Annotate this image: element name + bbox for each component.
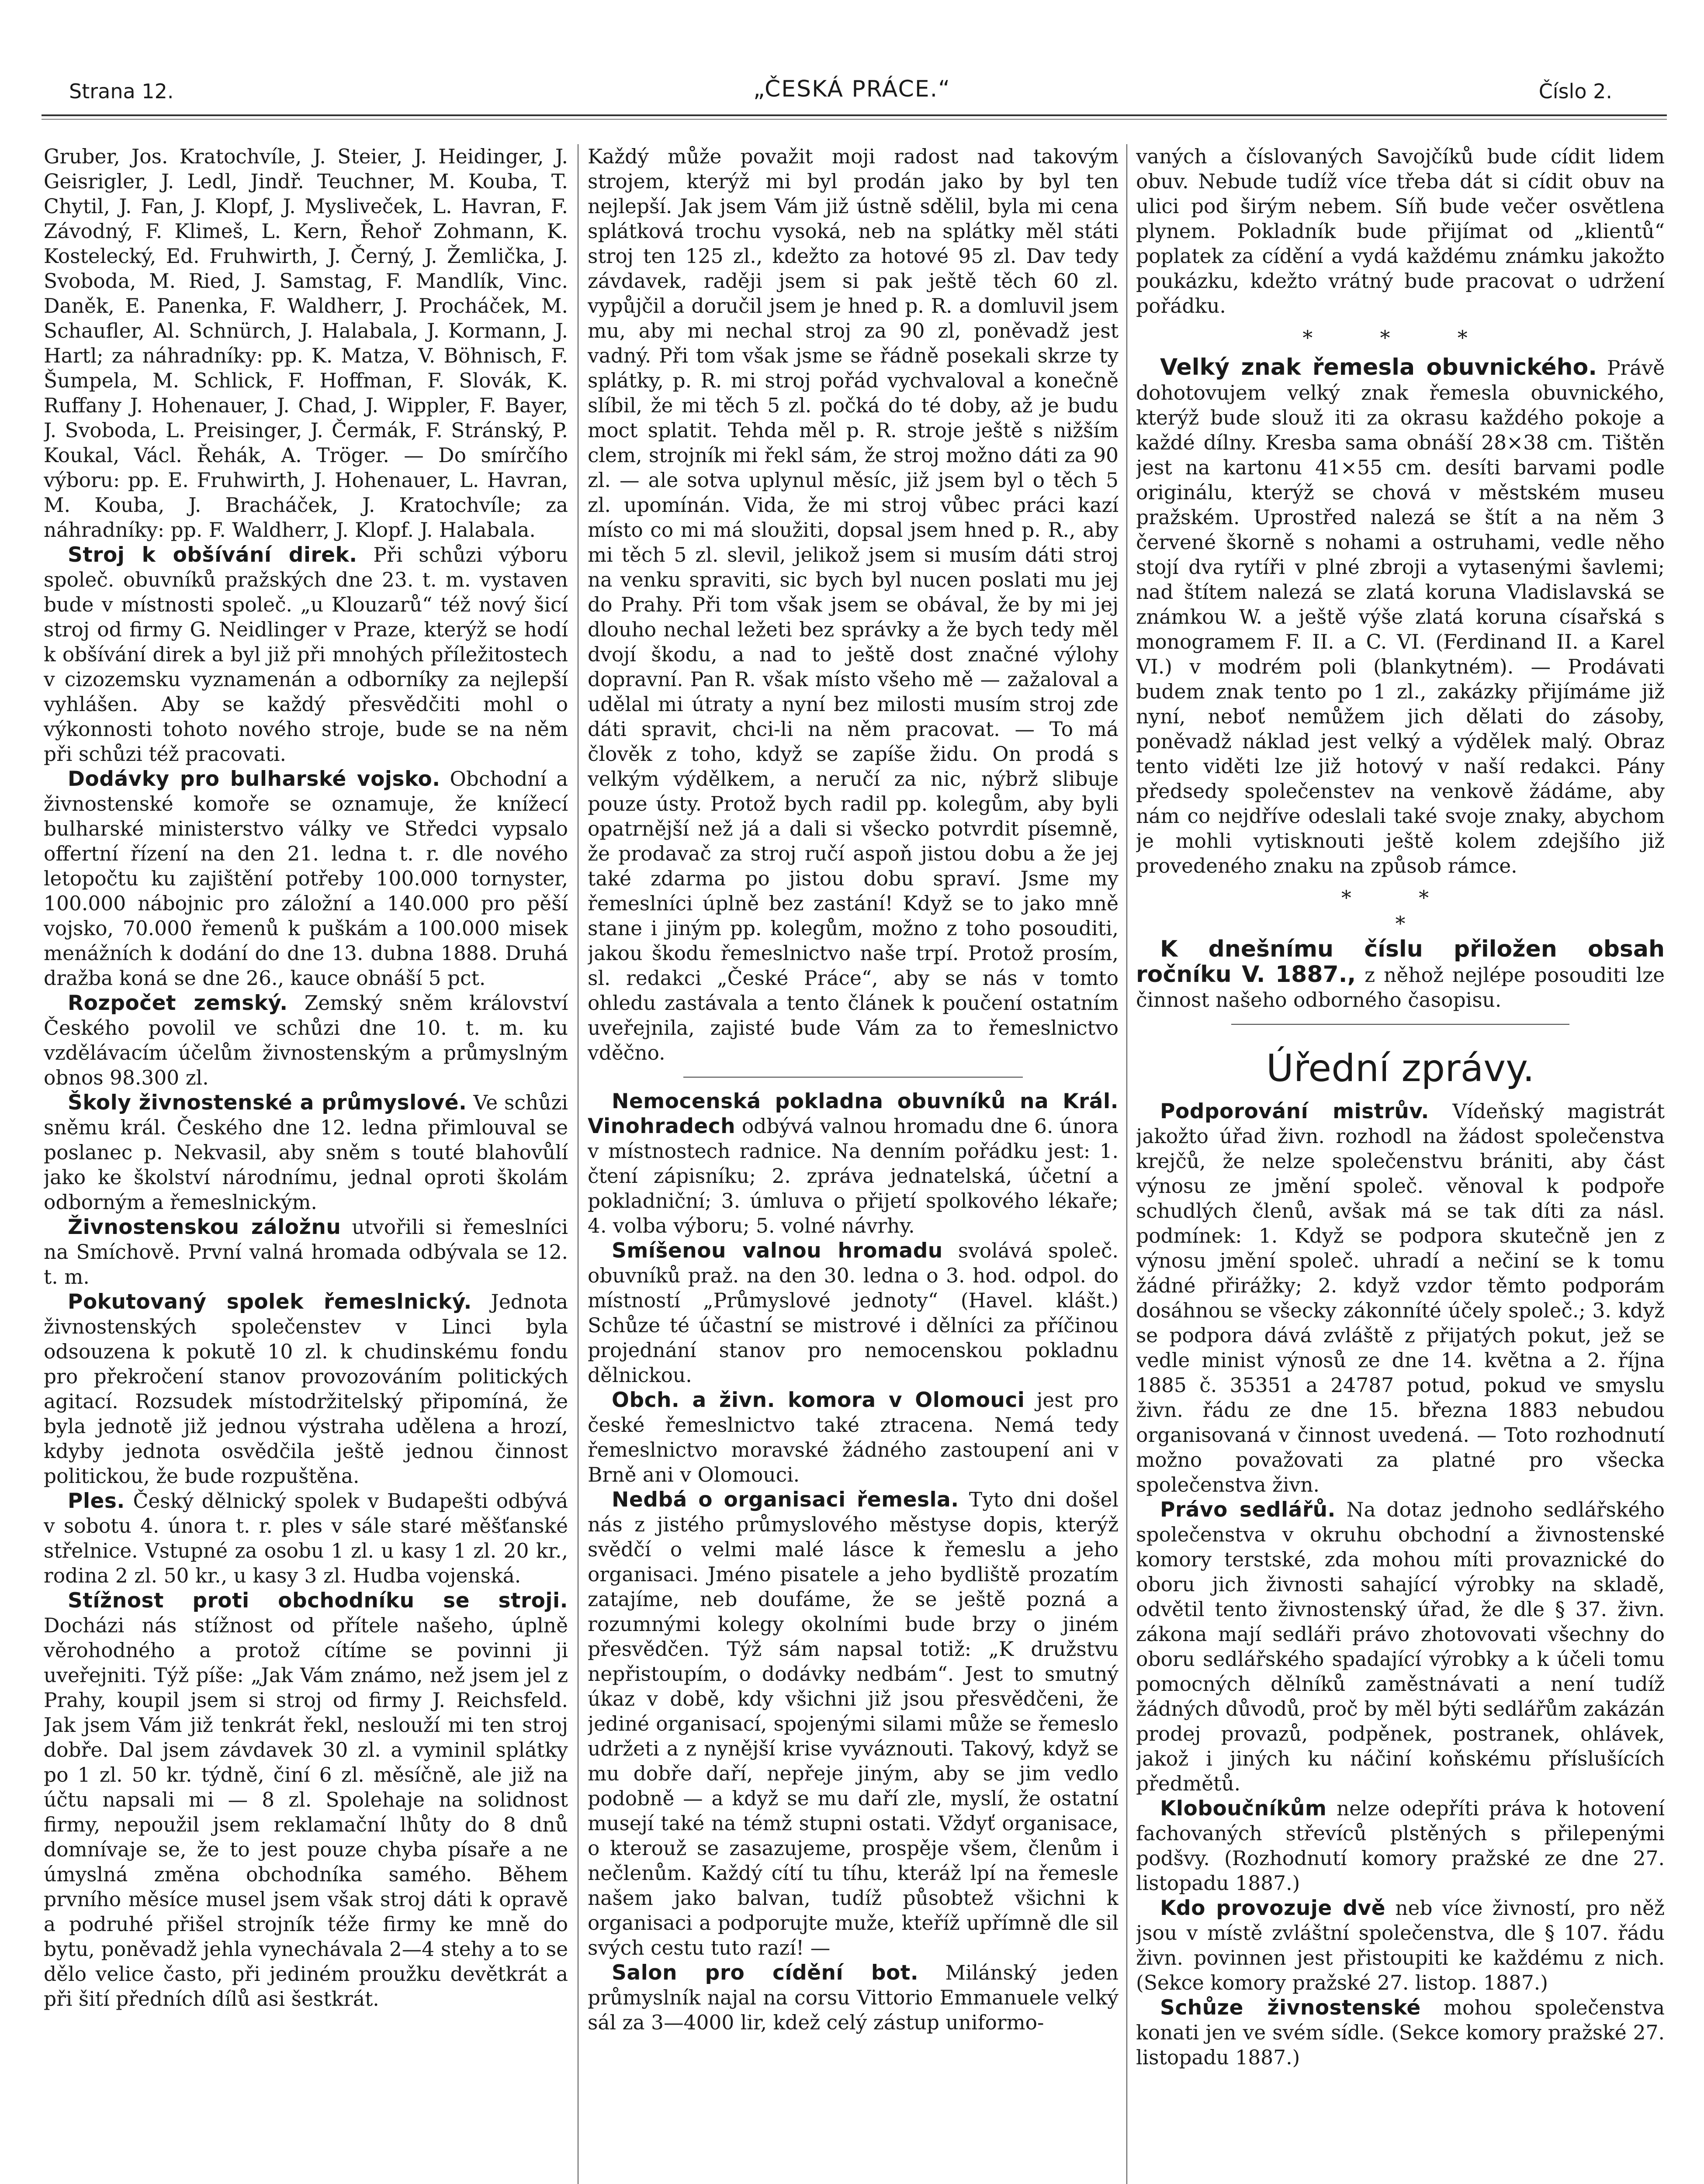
article-stiznost — [44, 1588, 568, 2011]
article-paragraph: Každý může považit moji radost nad takovým strojem, kterýž mi byl prodán jako by byl ten nejlepší. Jak jsem Vám již ústně sdělil, byla mi cena splátková trochu vysoká, neb na splátky měl státi stroj ten 125 zl., kdežto za hotové 95 zl. Dav tedy závdavek, raději jsem si pak ještě těch 60 zl. vypůjčil a doručil jsem je hned p. R. a domluvil jsem mu, aby mi nechal stroj za 90 zl, poněvadž jest vadný. Při tom však jsme se řádně posekali skrze ty splátky, p. R. mi stroj pořád vychvaloval a konečně slíbil, že mi těch 5 zl. počká do té doby, až je budu moct splatit. Tehda měl p. R. stroje ještě s nižším clem, strojník mi řekl sám, že stroj možno dáti za 90 zl. — ale sotva uplynul měsíc, již jsem byl o těch 5 zl. upomínán. Vida, že mi stroj vůbec práci kazí místo co mi má sloužiti, dopsal jsem hned p. R., aby mi těch 5 zl. slevil, jelikož jsem si musím dáti stroj na venku spraviti, sic bych byl nucen poslati mu jej do Prahy. Při tom však jsem se obával, že by mi jej dlouho nechal ležeti bez správky a že bych tedy měl dvojí škodu, a nad to ještě dost značné výlohy dopravní. Pan R. však místo všeho mě — zažaloval a udělal mi útraty a nyní bez milosti musím stroj zde dáti spravit, chci-li na něm pracovat. — To má člověk z toho, když se zapíše židu. On prodá s velkým výdělkem, a neručí za nic, nýbrž slibuje pouze ústy. Protož bych radil pp. kolegům, aby byli opatrnější než já a dali si všecko potvrdit písemně, že prodavač za stroj ručí aspoň jistou dobu a že jej také zdarma po jistou dobu spraví. Jsme my řemeslníci úplně bez zastání! Když se to jako mně stane i jiným pp. kolegům, možno z toho posouditi, jakou škodu řemeslnictvo naše trpí. Protož prosím, sl. redakci „České Práce“, aby se nás v tomto ohledu zastávala a tento článek k poučení ostatním uveřejnila, zajisté bude Vám za to řemeslnictvo vděčno. — [588, 145, 1119, 1064]
column-1 — [44, 144, 568, 2184]
article-body: nelze odepříti práva k hotovení fachovaných střevíců plstěných s přilepenými podšvy. (Rozhodnutí komory pražské ze dne 27. listopadu 1887.) — [1136, 1797, 1665, 1895]
article-heading: Školy živnostenské a průmyslové. — [68, 1091, 467, 1115]
article-body: Zemský sněm království Českého povolil ve schůzi dne 10. t. m. ku vzdělávacím účelům živnostenským a průmyslným obnos 98.300 zl. — [44, 992, 568, 1089]
article-heading: Nemocenská pokladna obuvníků na Král. Vinohradech — [588, 1089, 1119, 1138]
article-dodavky-bulharske — [44, 767, 568, 991]
article-heading: Velký znak řemesla obuvnického. — [1160, 354, 1597, 380]
article-body: z něhož nejlépe posouditi lze činnost našeho odborného časopisu. — [1136, 964, 1665, 1012]
article-smisena-hromada — [588, 1238, 1119, 1388]
article-body: Vídeňský magistrát jakožto úřad živn. rozhodl na žádost společenstva krejčů, že nelze společenstvu brániti, aby část výnosu ze jmění společ. věnoval k podpoře schudlých členů, avšak má se tak díti za násl. podmínek: 1. Když se podpora skutečně jen z výnosu jmění společ. uhradí a nečiní se k tomu žádné přirážky; 2. když vzdor těmto podporám dosáhnou se všecky zákonníté účely společ.; 3. když se podpora dává zvláště z přijatých pokut, jež se vedle minist výnosů ze dne 14. května a 2. října 1885 č. 35351 a 24787 potud, pokud ve smyslu živn. řádu ze dne 15. března 1883 nebudou organisovaná v činnost uvedená. — Toto rozhodnutí možno považovati za platné pro všecka společenstva živn. — [1136, 1100, 1665, 1496]
article-heading: Rozpočet zemský. — [68, 991, 288, 1015]
article-skoly-zivnostenske — [44, 1090, 568, 1215]
section-star: * — [1395, 912, 1406, 935]
article-pravo-sedlaru — [1136, 1497, 1665, 1796]
article-nedba-o-organisaci — [588, 1487, 1119, 1960]
article-heading: Pokutovaný spolek řemeslnický. — [68, 1290, 472, 1314]
page-header — [66, 74, 1638, 114]
section-stars: * * * — [1302, 326, 1498, 349]
article-body: odbývá valnou hromadu dne 6. února v místnostech radnice. Na denním pořádku jest: 1. čtení zápisníku; 2. zpráva jednatelská, účetní a pokladniční; 3. úmluva o přijetí spolkového lékaře; 4. volba výboru; 5. volné návrhy. — [588, 1115, 1119, 1237]
article-ples — [44, 1489, 568, 1588]
section-separator — [1231, 1024, 1569, 1025]
article-separator — [683, 1077, 1023, 1078]
article-heading: Schůze živnostenské — [1160, 1996, 1421, 2020]
article-pokutovany-spolek — [44, 1289, 568, 1489]
article-body: Docházi nás stížnost od přítele našeho, úplně věrohodného a protož cítíme se povinni ji uveřejniti. Týž píše: „Jak Vám známo, než jsem jel z Prahy, koupil jsem si stroj od firmy J. Reichsfeld. Jak jsem Vám již tenkrát řekl, neslouží mi ten stroj dobře. Dal jsem závdavek 30 zl. a vyminil splátky po 1 zl. 50 kr. týdně, činí 6 zl. měsíčně, ale již na účtu napsali mi — 8 zl. Spolehaje na solidnost firmy, nepoužil jsem reklamační lhůty do 8 dnů domnívaje se, že to jest pouze chyba písaře a ne úmyslná změna obchodníka samého. Během prvního měsíce musel jsem však stroj dáti k opravě a podruhé přišel strojník téže firmy ke mně do bytu, poněvadž jehla vynechávala 2—4 stehy a to se dělo velice často, při jediném proužku devětkrát a při šití předních dílů asi šestkrát. — [44, 1614, 568, 2011]
header-rule-thin — [42, 119, 1667, 120]
article-body: mohou společenstva konati jen ve svém sídle. (Sekce komory pražské 27. listopadu 1887.) — [1136, 1996, 1665, 2069]
article-heading: Dodávky pro bulharské vojsko. — [68, 767, 440, 791]
article-heading: Salon pro cídění bot. — [612, 1961, 919, 1985]
article-obsah-rocniku — [1136, 937, 1665, 1013]
article-rozpocet-zemsky — [44, 991, 568, 1090]
article-heading: Smíšenou valnou hromadu — [612, 1239, 943, 1263]
article-zivnostenska-zalozna — [44, 1215, 568, 1289]
article-schuze-zivnostenske — [1136, 1995, 1665, 2070]
article-heading: Nedbá o organisaci řemesla. — [612, 1488, 959, 1512]
article-podporovani-mistru — [1136, 1099, 1665, 1497]
article-body: utvořili si řemeslníci na Smíchově. První valná hromada odbývala se 12. t. m. — [44, 1216, 568, 1289]
article-kloboucnikum — [1136, 1796, 1665, 1896]
section-title: Úřední zprávy. — [1266, 1047, 1535, 1090]
article-heading: Ples. — [68, 1489, 125, 1513]
article-body: svolává společ. obuvníků praž. na den 30. ledna o 3. hod. odpol. do místností „Průmyslové jednoty“ (Havel. klášt.) Schůze té účastní se mistrové i dělníci za příčinou projednání stanov pro nemocenskou pokladnu dělnickou. — [588, 1239, 1119, 1387]
article-body: neb více živností, pro něž jsou v místě zvláštní společenstva, dle § 107. řádu živn. povinnen jest přistoupiti ke každému z nich. (Sekce komory pražské 27. listop. 1887.) — [1136, 1897, 1665, 1994]
article-body: Ve schůzi sněmu král. Českého dne 12. ledna přimlouval se poslanec p. Nekvasil, aby sněm s touté blahovůlí jako ke školství národnímu, jednal oproti školám odborným a řemeslnickým. — [44, 1091, 568, 1214]
article-body: Milánský jeden průmyslník najal na corsu Vittorio Emmanuele velký sál za 3—4000 lir, kdež celý zástup uniformo- — [588, 1961, 1119, 2034]
issue-number-label: Číslo 2. — [1538, 79, 1612, 103]
article-salon-pro-cideni — [588, 1960, 1119, 2035]
column-2 — [588, 144, 1119, 2184]
article-nemocenska-pokladna — [588, 1089, 1119, 1238]
article-body: Na dotaz jednoho sedlářského společenstva v okruhu obchodní a živnostenské komory terstské, zda mohou míti provaznické do oboru jich živnosti sahající výrobky na skladě, odvětil tento živnostenský úřad, že dle § 37. živn. zákona mají sedláři právo zhotovovati všechny do oboru sedlářského spadající výrobky a k účeli tomu pomocných dělníků zaměstnávati a není tudíž žádných důvodů, proč by měl býti sedlářům zakázán prodej provazů, podpěnek, postranek, ohlávek, jakož i jiných ku náčiní koňskému příslušících předmětů. — [1136, 1498, 1665, 1795]
article-heading: Živnostenskou záložnu — [68, 1215, 341, 1239]
article-heading: Kloboučníkům — [1160, 1797, 1327, 1821]
article-velky-znak — [1136, 355, 1665, 878]
page-number-label: Strana 12. — [69, 79, 174, 103]
article-body: jest pro české řemeslnictvo také ztracena. Nemá tedy řemeslnictvo moravské žádného zastoupení ani v Brně ani v Olomouci. — [588, 1389, 1119, 1486]
article-body: Při schůzi výboru společ. obuvníků pražských dne 23. t. m. vystaven bude v místnosti společ. „u Klouzarů“ též nový šicí stroj od firmy G. Neidlinger v Praze, kterýž se hodí k obšívání direk a byl již při mnohých příležitostech v cizozemsku vyznamenán a odborníky za nejlepší vyhlášen. Aby se každý přesvědčiti mohl o výkonnosti tohoto nového stroje, bude se na něm při schůzi též pracovati. — [44, 543, 568, 766]
article-heading: K dnešnímu číslu přiložen obsah ročníku V. 1887., — [1136, 936, 1665, 988]
article-paragraph: vaných a číslovaných Savojčíků bude cídit lidem obuv. Nebude tudíž více třeba dát si cídit obuv na ulici pod širým nebem. Síň bude večer osvětlena plynem. Pokladník bude přijímat od „klientů“ poplatek za cídění a vydá každému známku jakožto poukázku, kdežto vrátný bude pracovat o udržení pořádku. — [1136, 145, 1665, 318]
article-heading: Obch. a živn. komora v Olomouci — [612, 1388, 1025, 1412]
article-body: Český dělnický spolek v Budapešti odbývá v sobotu 4. února t. r. ples v sále staré měšťanské střelnice. Vstupné za osobu 1 zl. u kasy 1 zl. 20 kr., rodina 2 zl. 50 kr., u kasy 3 zl. Hudba vojenská. — [44, 1489, 568, 1587]
article-body: Právě dohotovujem velký znak řemesla obuvnického, kterýž bude slouž iti za okrasu každého pokoje a každé dílny. Kresba sama obnáší 28×38 cm. Tištěn jest na kartonu 41×55 cm. desíti barvami podle originálu, kterýž se chová v městském museu pražském. Uprostřed nalezá se štít a na něm 3 červené škorně s nohami a ostruhami, vedle něho stojí dva rytíři v plné zbroji a vytasenými šavlemi; nad štítem nalezá se zlatá koruna Vladislavská se známkou W. a ještě výše zlatá koruna císařská s monogramem F. II. a C. VI. (Ferdinand II. a Karel VI.) v modrém poli (blankytném). — Prodávati budem znak tento po 1 zl., zakázky přijímáme již nyní, neboť nemůžem jich dělati do zásoby, poněvadž náklad jest velký a výdělek malý. Obraz tento viděti lze již hotový v naší redakci. Pány předsedy společenstev na venkově žádáme, aby nám co nejdříve odeslali také svoje znaky, abychom je mohli vytisknouti ještě kolem zdejšího již provedeného znaku na způsob rámce. — [1136, 356, 1665, 878]
article-body: Tyto dni došel nás z jistého průmyslového městyse dopis, kterýž svědčí o velmi malé lásce k řemeslu a jeho organisaci. Jméno pisatele a jeho bydliště prozatím zatajíme, neb doufáme, že se ještě pozná a rozumnými kolegy okolními bude brzy o jiném přesvědčen. Týž sám napsal totiž: „K družstvu nepřistoupím, o dodávky nedbám“. Jest to smutný úkaz v době, kdy všichni již jsou přesvědčeni, že jediné organisací, spojenými silami může se řemeslo udržeti a z nynější krise vyváznouti. Takový, když se mu dobře daří, nepřeje jiným, aby se jim vedlo podobně — a když se mu daří zle, myslí, že ostatní musejí také na témž stupni ostati. Vždyť organisace, o kterouž se zasazujeme, prospěje všem, členům i nečlenům. Každý cítí tu tíhu, kteráž lpí na řemesle našem jako balvan, tudíž působtež všichni k organisaci a podporujte muže, kteříž upřímně dle sil svých cestu tuto razí! — — [588, 1488, 1119, 1959]
masthead-title: „ČESKÁ PRÁCE.“ — [753, 76, 951, 102]
column-3 — [1136, 144, 1665, 2184]
article-kdo-provozuje — [1136, 1896, 1665, 1995]
article-body: Obchodní a živnostenské komoře se oznamuje, že knížecí bulharské ministerstvo války ve Středci vypsalo offertní řízení na den 21. ledna t. r. dle nového letopočtu ku zajištění potřeby 100.000 tornyster, 100.000 nábojnic pro záložní a 140.000 pro pěší vojsko, 70.000 řemenů k puškám a 100.000 misek menážních k dodání do dne 13. dubna 1888. Druhá dražba koná se dne 26., kauce obnáší 5 pct. — [44, 767, 568, 990]
column-divider-2 — [1126, 144, 1127, 2184]
article-heading: Stroj k obšívání direk. — [68, 543, 357, 567]
article-stroj-k-obsivani — [44, 543, 568, 767]
article-komora-olomouc — [588, 1388, 1119, 1487]
article-heading: Právo sedlářů. — [1160, 1498, 1336, 1522]
header-rule — [42, 114, 1667, 116]
article-heading: Kdo provozuje dvě — [1160, 1896, 1386, 1920]
article-heading: Stížnost proti obchodníku se stroji. — [68, 1589, 568, 1613]
article-body: Jednota živnostenských společenstev v Linci byla odsouzena k pokutě 10 zl. k chudinskému fondu pro překročení stanov provozováním politických agitací. Rozsudek místodržitelský připomíná, že byla jednotě již jednou výstraha udělena a hrozí, kdyby jednota osvědčila ještě jednou činnost politickou, že bude rozpuštěna. — [44, 1290, 568, 1488]
section-stars: * * — [1341, 886, 1459, 909]
article-paragraph: Gruber, Jos. Kratochvíle, J. Steier, J. Heidinger, J. Geisrigler, J. Ledl, Jindř. Teuchner, M. Kouba, T. Chytil, J. Fan, J. Klopf, J. Mysliveček, L. Havran, F. Závodný, F. Klimeš, L. Kern, Řehoř Zohmann, K. Kostelecký, Ed. Fruhwirth, J. Černý, J. Žemlička, J. Svoboda, M. Ried, J. Samstag, F. Mandlík, Vinc. Daněk, E. Panenka, F. Waldherr, J. Procháček, M. Schaufler, Al. Schnürch, J. Halabala, J. Kormann, J. Hartl; za náhradníky: pp. K. Matza, V. Böhnisch, F. Šumpela, M. Schlick, F. Hoffman, F. Slovák, K. Ruffany J. Hohenauer, J. Chad, J. Wippler, F. Bayer, J. Svoboda, L. Preisinger, J. Čermák, F. Stránský, P. Koukal, Václ. Řehák, A. Tröger. — Do smírčího výboru: pp. E. Fruhwirth, J. Hohenauer, L. Havran, M. Kouba, J. Bracháček, J. Kratochvíle; za náhradníky: pp. F. Waldherr, J. Klopf. J. Halabala. — [44, 145, 568, 542]
article-heading: Podporování mistrův. — [1160, 1099, 1429, 1123]
